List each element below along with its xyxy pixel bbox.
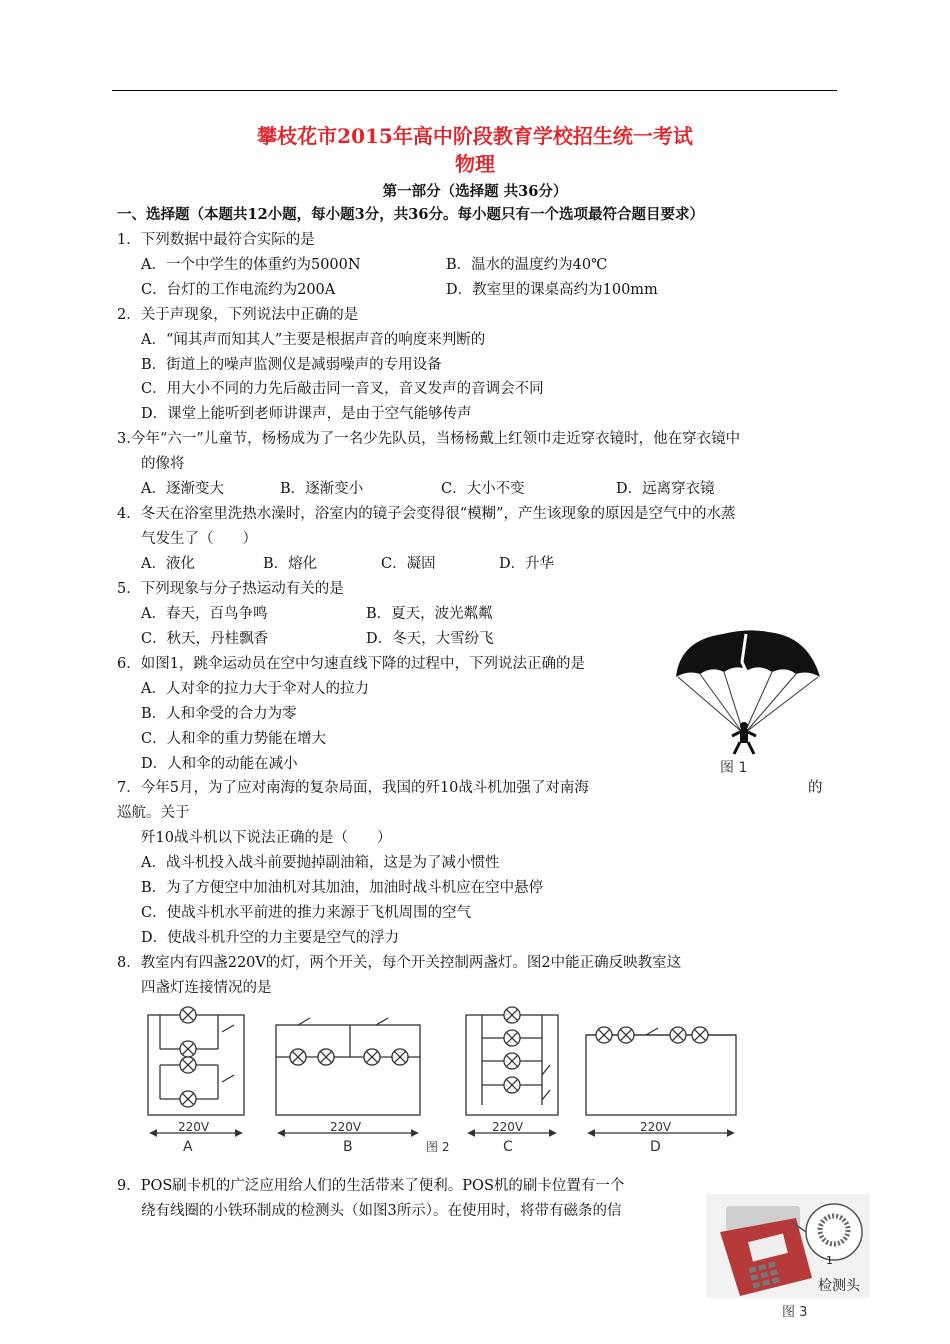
circuit-label-a: A bbox=[183, 1139, 193, 1155]
page-number: 1 bbox=[826, 1254, 833, 1267]
q3-stem-cont: 的像将 bbox=[141, 456, 185, 472]
q6-option-b: B．人和伞受的合力为零 bbox=[141, 706, 297, 722]
q7-stem-cont2: 歼10战斗机以下说法正确的是（ ） bbox=[141, 830, 392, 846]
q1-option-b: B．温水的温度约为40℃ bbox=[446, 257, 608, 273]
q1-stem: 1．下列数据中最符合实际的是 bbox=[117, 232, 315, 248]
q6-option-c: C．人和伞的重力势能在增大 bbox=[141, 731, 327, 747]
q1-option-a: A．一个中学生的体重约为5000N bbox=[141, 257, 361, 273]
q4-option-a: A．液化 bbox=[141, 556, 195, 572]
q1-option-d: D．教室里的课桌高约为100mm bbox=[446, 282, 658, 298]
q8-stem: 8．教室内有四盏220V的灯，两个开关，每个开关控制两盏灯。图2中能正确反映教室这 bbox=[117, 955, 682, 971]
q4-stem: 4．冬天在浴室里洗热水澡时，浴室内的镜子会变得很“模糊”，产生该现象的原因是空气中的水蒸 bbox=[117, 506, 736, 522]
q8-stem-cont: 四盏灯连接情况的是 bbox=[141, 980, 272, 996]
q7-option-a: A．战斗机投入战斗前要抛掉副油箱，这是为了减小惯性 bbox=[141, 855, 500, 871]
q3-option-d: D．远离穿衣镜 bbox=[616, 481, 715, 497]
q5-stem: 5．下列现象与分子热运动有关的是 bbox=[117, 581, 344, 597]
q6-option-d: D．人和伞的动能在减小 bbox=[141, 756, 298, 772]
figure-1-parachute bbox=[668, 622, 828, 782]
q5-option-a: A．春天，百鸟争鸣 bbox=[141, 606, 268, 622]
circuit-label-d: D bbox=[650, 1139, 661, 1155]
q4-option-b: B．熔化 bbox=[263, 556, 318, 572]
q4-stem-cont: 气发生了（ ） bbox=[141, 531, 257, 547]
q2-option-a: A．“闻其声而知其人”主要是根据声音的响度来判断的 bbox=[141, 332, 486, 348]
q7-stem: 7．今年5月，为了应对南海的复杂局面，我国的歼10战斗机加强了对南海 bbox=[117, 780, 589, 796]
top-rule bbox=[112, 90, 837, 91]
q9-stem-cont: 绕有线圈的小铁环制成的检测头（如图3所示）。在使用时，将带有磁条的信 bbox=[141, 1203, 622, 1219]
circuit-c-voltage: 220V bbox=[492, 1120, 524, 1134]
q7-option-d: D．使战斗机升空的力主要是空气的浮力 bbox=[141, 930, 400, 946]
circuit-label-b: B bbox=[343, 1139, 353, 1155]
part-heading: 第一部分（选择题 共36分） bbox=[382, 183, 568, 200]
q6-option-a: A．人对伞的拉力大于伞对人的拉力 bbox=[141, 681, 369, 697]
q3-option-b: B．逐渐变小 bbox=[280, 481, 364, 497]
q4-option-c: C．凝固 bbox=[381, 556, 436, 572]
figure-3-label: 图 3 bbox=[782, 1305, 808, 1320]
figure-3-pos-machine bbox=[706, 1192, 872, 1322]
figure-2-label: 图 2 bbox=[426, 1140, 450, 1154]
q5-option-b: B．夏天，波光粼粼 bbox=[366, 606, 493, 622]
circuit-b-voltage: 220V bbox=[330, 1120, 362, 1134]
q4-option-d: D．升华 bbox=[499, 556, 555, 572]
q3-option-a: A．逐渐变大 bbox=[141, 481, 224, 497]
q2-stem: 2．关于声现象，下列说法中正确的是 bbox=[117, 307, 359, 323]
circuit-label-c: C bbox=[503, 1139, 513, 1155]
q7-stem-tail: 的 bbox=[808, 780, 823, 796]
q7-option-c: C．使战斗机水平前进的推力来源于飞机周围的空气 bbox=[141, 905, 472, 921]
circuit-d-voltage: 220V bbox=[640, 1120, 672, 1134]
q3-stem: 3.今年“六一”儿童节，杨杨成为了一名少先队员，当杨杨戴上红领巾走近穿衣镜时，他在穿衣镜中 bbox=[117, 431, 741, 447]
q7-option-b: B．为了方便空中加油机对其加油，加油时战斗机应在空中悬停 bbox=[141, 880, 544, 896]
q9-stem: 9．POS刷卡机的广泛应用给人们的生活带来了便利。POS机的刷卡位置有一个 bbox=[117, 1178, 625, 1194]
q2-option-b: B．街道上的噪声监测仪是减弱噪声的专用设备 bbox=[141, 357, 442, 373]
detector-label: 检测头 bbox=[818, 1278, 860, 1294]
subject-title: 物理 bbox=[455, 152, 495, 176]
exam-title: 攀枝花市2015年高中阶段教育学校招生统一考试 bbox=[257, 124, 693, 148]
q5-option-c: C．秋天，丹桂飘香 bbox=[141, 631, 269, 647]
circuit-a-voltage: 220V bbox=[178, 1120, 210, 1134]
figure-2-circuits bbox=[138, 1005, 748, 1155]
q2-option-d: D．课堂上能听到老师讲课声，是由于空气能够传声 bbox=[141, 406, 472, 422]
circuit-b bbox=[276, 1018, 420, 1115]
q1-option-c: C．台灯的工作电流约为200A bbox=[141, 282, 336, 298]
q3-option-c: C．大小不变 bbox=[441, 481, 525, 497]
figure-1-label: 图 1 bbox=[720, 760, 748, 776]
q2-option-c: C．用大小不同的力先后敲击同一音叉，音叉发声的音调会不同 bbox=[141, 381, 544, 397]
q5-option-d: D．冬天，大雪纷飞 bbox=[366, 631, 494, 647]
q6-stem: 6．如图1，跳伞运动员在空中匀速直线下降的过程中，下列说法正确的是 bbox=[117, 656, 585, 672]
q7-stem-cont: 巡航。关于 bbox=[117, 805, 190, 821]
section-heading: 一、选择题（本题共12小题，每小题3分，共36分。每小题只有一个选项最符合题目要求） bbox=[117, 206, 704, 223]
